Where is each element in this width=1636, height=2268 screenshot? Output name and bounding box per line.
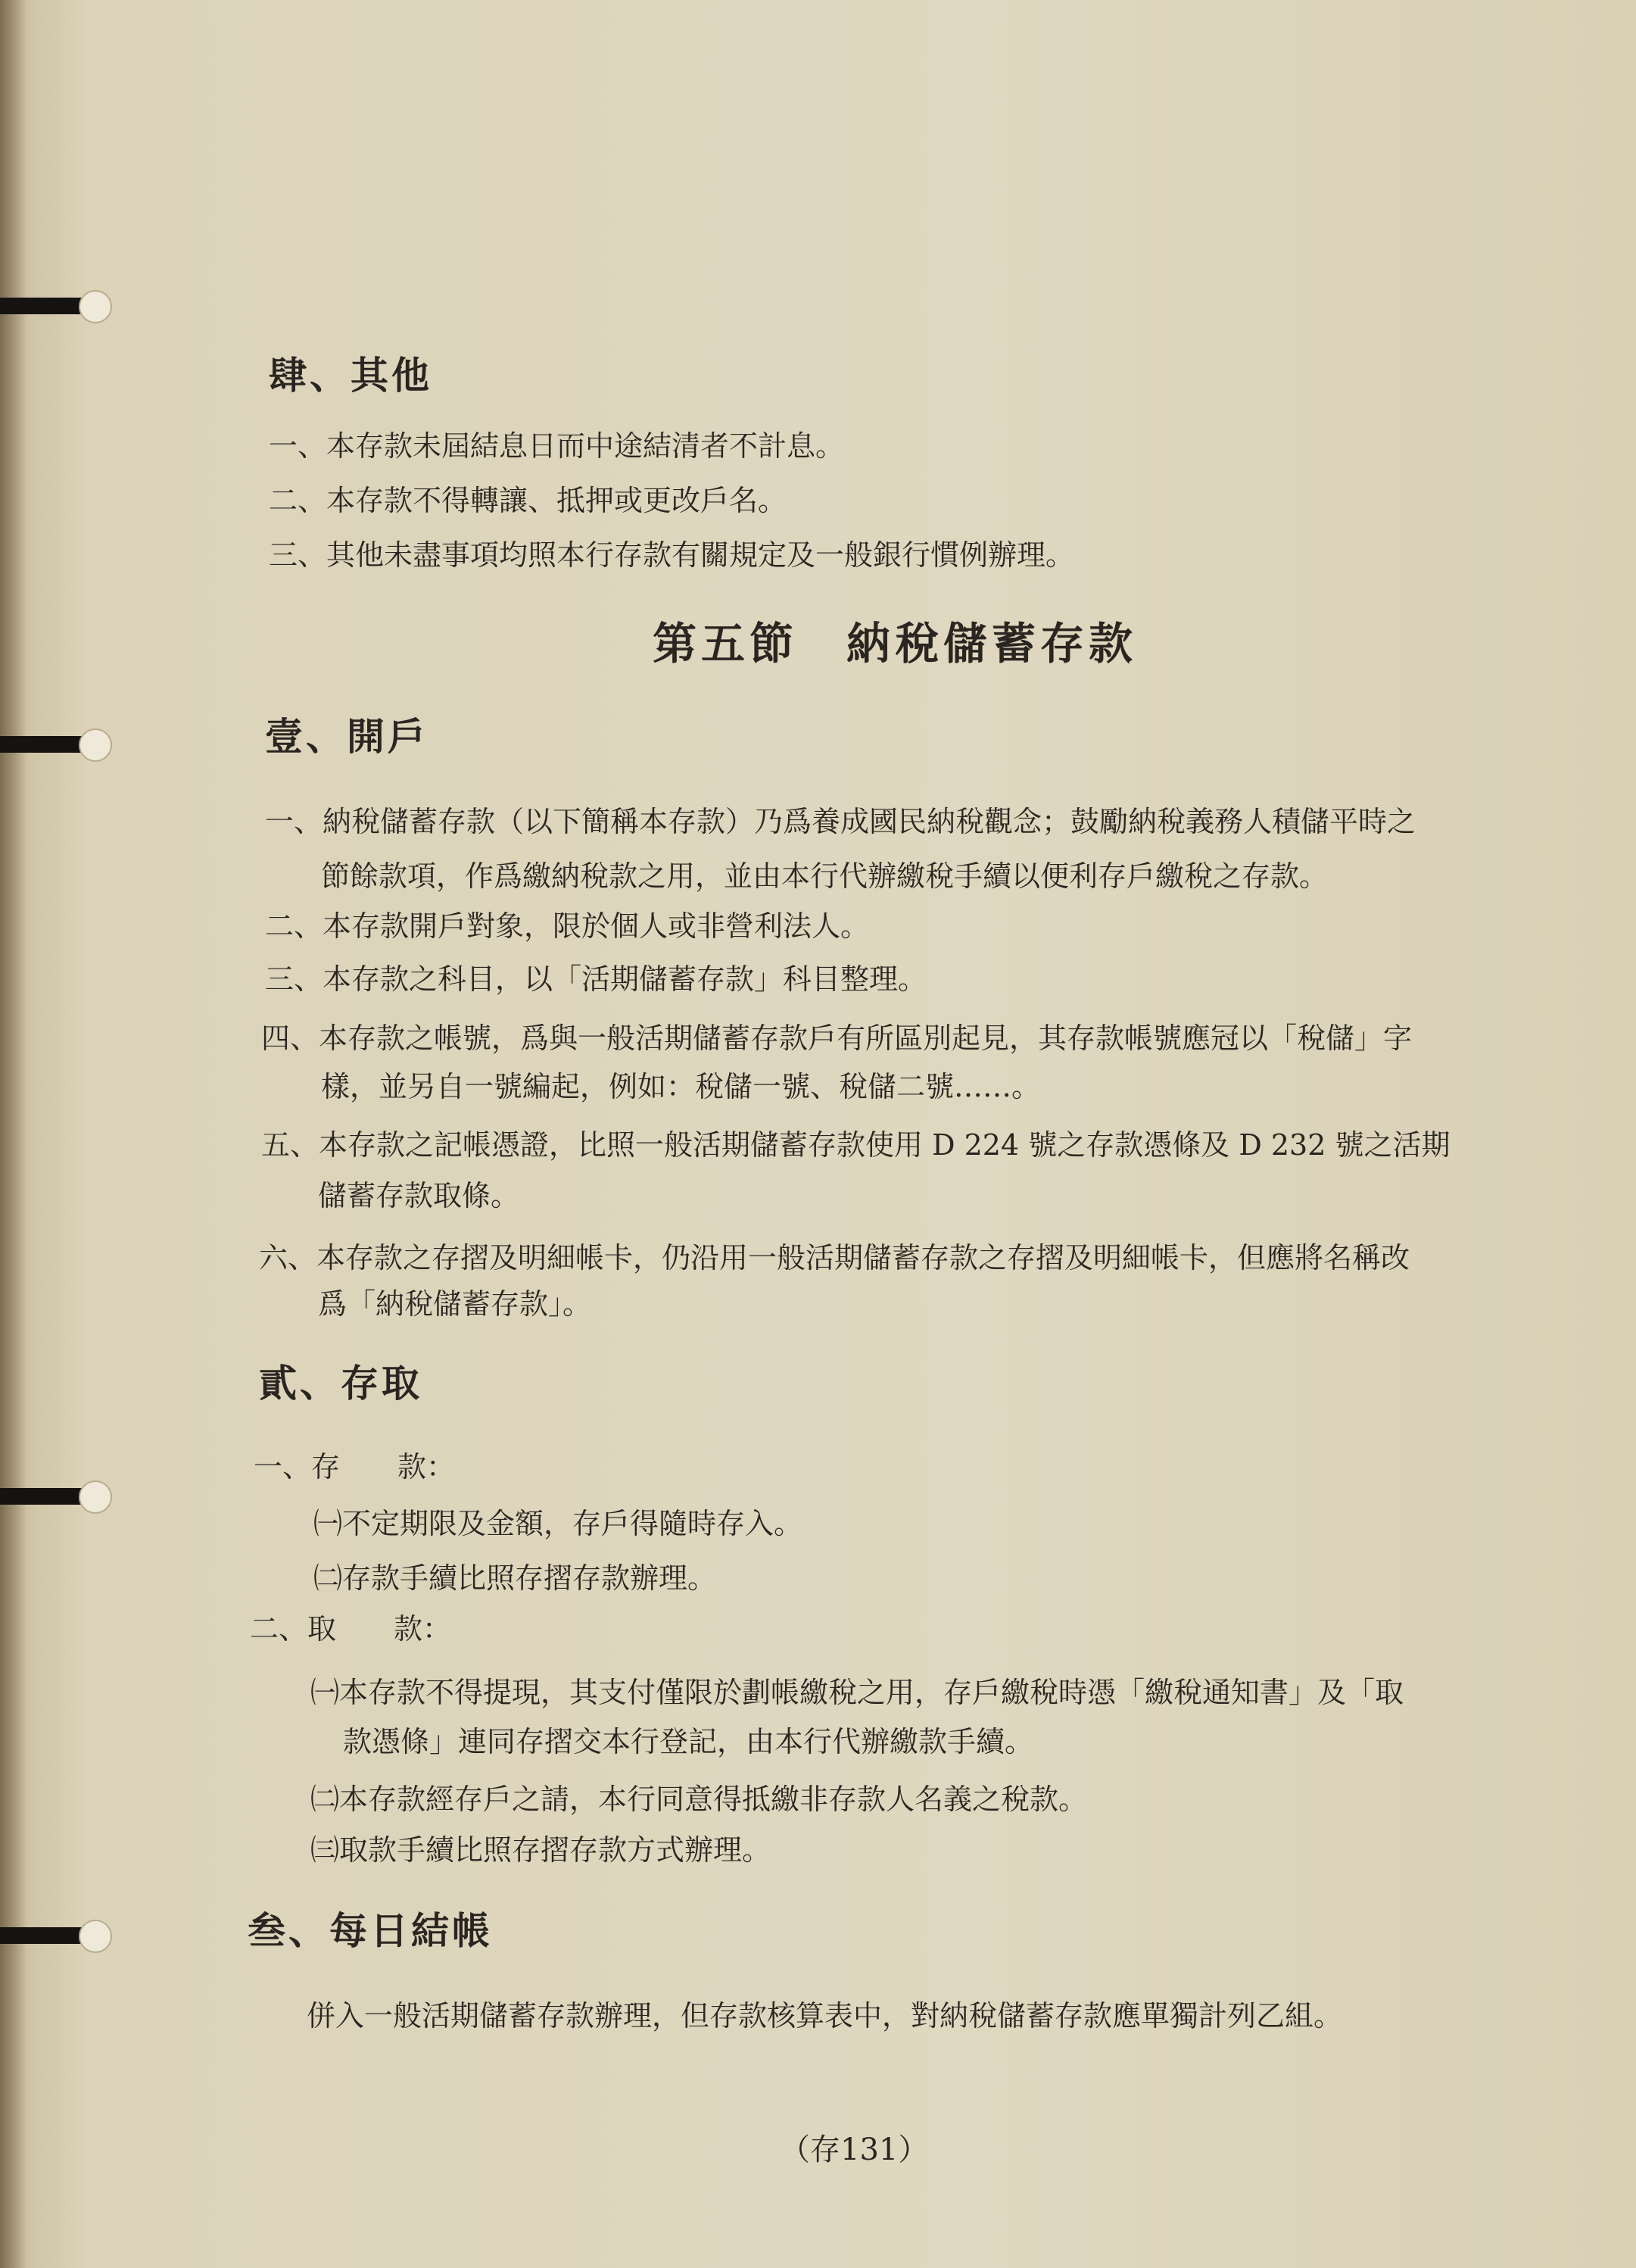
withdraw-item-1-line-2: 款憑條」連同存摺交本行登記，由本行代辦繳款手續。	[343, 1725, 1034, 1758]
open-item-4-line-1: 四、本存款之帳號，爲與一般活期儲蓄存款戶有所區別起見，其存款帳號應冠以「稅儲」字	[261, 1022, 1413, 1055]
open-item-6-line-2: 爲「納稅儲蓄存款」。	[318, 1287, 592, 1321]
open-item-4-line-2: 樣，並另自一號編起，例如：稅儲一號、稅儲二號……。	[321, 1070, 1041, 1103]
open-item-1-line-2: 節餘款項，作爲繳納稅款之用，並由本行代辦繳稅手續以便利存戶繳稅之存款。	[321, 859, 1329, 893]
deposit-item-2: ㈡存款手續比照存摺存款辦理。	[313, 1561, 717, 1595]
page-number: （存131）	[780, 2132, 929, 2167]
deposit-label: 一、存 款：	[254, 1450, 456, 1483]
open-item-1-line-1: 一、納稅儲蓄存款（以下簡稱本存款）乃爲養成國民納稅觀念；鼓勵納稅義務人積儲平時之	[265, 805, 1416, 838]
deposit-item-1: ㈠不定期限及金額，存戶得隨時存入。	[313, 1507, 803, 1540]
binding-cord-1	[0, 290, 114, 320]
daily-text: 併入一般活期儲蓄存款辦理，但存款核算表中，對納稅儲蓄存款應單獨計列乙組。	[307, 1999, 1343, 2032]
withdraw-item-2: ㈡本存款經存戶之請，本行同意得抵繳非存款人名義之稅款。	[310, 1783, 1088, 1816]
other-item-3: 三、其他未盡事項均照本行存款有關規定及一般銀行慣例辦理。	[269, 538, 1075, 572]
section-heading-daily: 叁、每日結帳	[248, 1908, 493, 1953]
other-item-2: 二、本存款不得轉讓、抵押或更改戶名。	[269, 484, 787, 517]
open-item-5-line-2: 儲蓄存款取條。	[318, 1179, 520, 1212]
binding-cord-4	[0, 1920, 114, 1950]
section-heading-other: 肆、其他	[269, 353, 432, 398]
open-item-3: 三、本存款之科目，以「活期儲蓄存款」科目整理。	[265, 962, 927, 996]
section-heading-deposit-withdraw: 貳、存取	[259, 1361, 422, 1405]
open-item-6-line-1: 六、本存款之存摺及明細帳卡，仍沿用一般活期儲蓄存款之存摺及明細帳卡，但應將名稱改	[259, 1241, 1410, 1274]
open-item-2: 二、本存款開戶對象，限於個人或非營利法人。	[265, 909, 870, 943]
withdraw-item-3: ㈢取款手續比照存摺存款方式辦理。	[310, 1833, 771, 1867]
withdraw-label: 二、取 款：	[250, 1612, 452, 1646]
binding-cord-2	[0, 728, 114, 759]
chapter-title: 第五節 納稅儲蓄存款	[653, 618, 1138, 669]
other-item-1: 一、本存款未屆結息日而中途結清者不計息。	[269, 429, 845, 463]
section-heading-open: 壹、開戶	[265, 714, 428, 759]
binding-cord-3	[0, 1480, 114, 1511]
withdraw-item-1-line-1: ㈠本存款不得提現，其支付僅限於劃帳繳稅之用，存戶繳稅時憑「繳稅通知書」及「取	[310, 1676, 1404, 1709]
open-item-5-line-1: 五、本存款之記帳憑證，比照一般活期儲蓄存款使用 D 224 號之存款憑條及 D 232 號之活期	[261, 1128, 1451, 1162]
